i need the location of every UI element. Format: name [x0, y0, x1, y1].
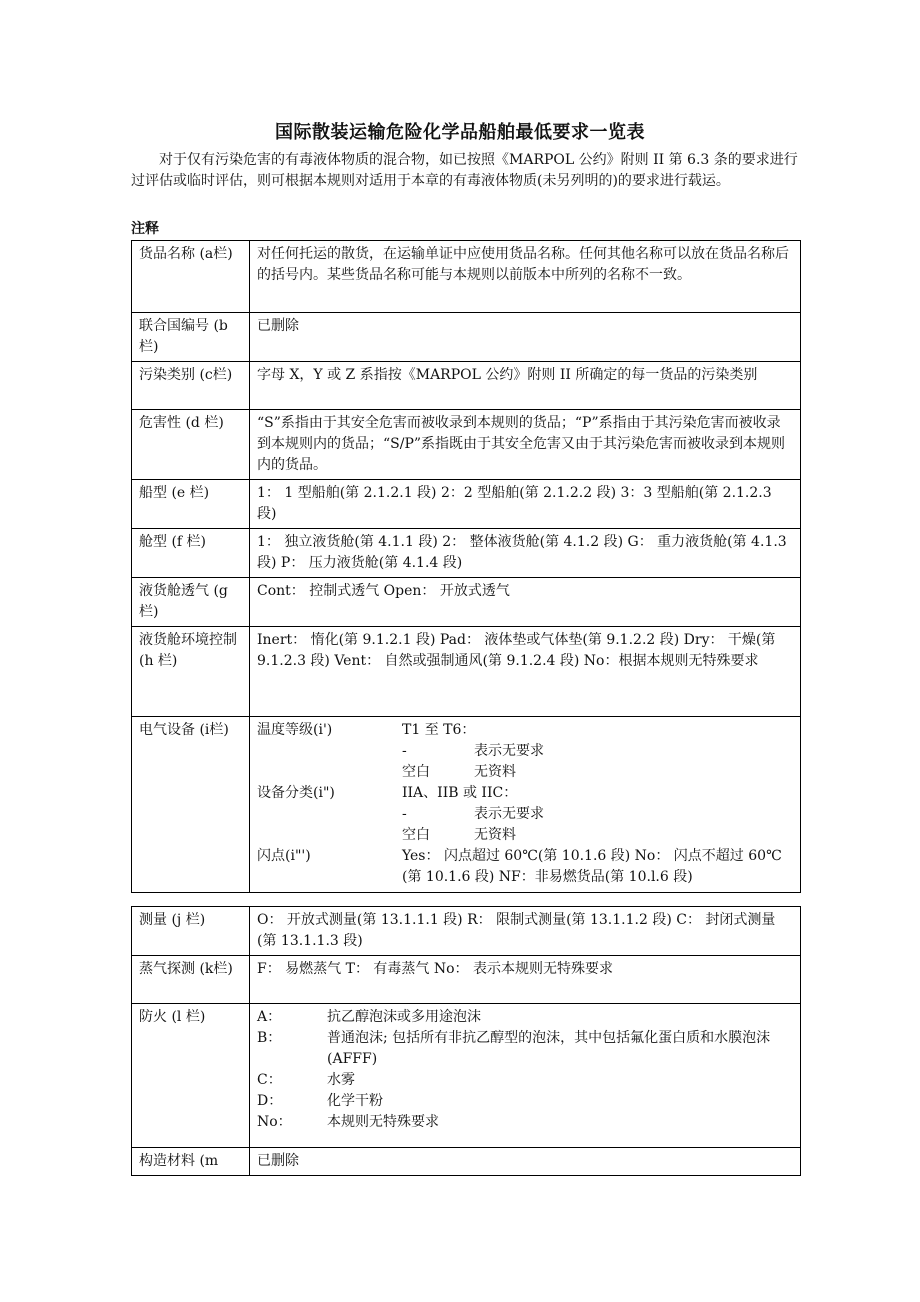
row-text: 1： 1 型船舶(第 2.1.2.1 段) 2：2 型船舶(第 2.1.2.2 段) 3：3 型船舶(第 2.1.2.3 段): [250, 480, 801, 529]
blank-key: 空白: [402, 764, 430, 780]
fire-key: C：: [257, 1072, 282, 1088]
fire-val: 水雾: [327, 1072, 355, 1088]
table-row: [132, 956, 801, 1004]
table-row: [132, 313, 801, 362]
spacer: [257, 741, 402, 762]
fire-item: [257, 1028, 793, 1070]
table-row: [132, 578, 801, 627]
fire-item: [257, 1070, 793, 1091]
notes-table-2: [131, 906, 801, 1176]
notes-table-1: [131, 240, 801, 893]
row-text: Cont： 控制式透气 Open： 开放式透气: [250, 578, 801, 627]
row-label: 液货舱透气 (g 栏): [132, 578, 250, 627]
fire-val: 普通泡沫; 包括所有非抗乙醇型的泡沫，其中包括氟化蛋白质和水膜泡沫(AFFF): [327, 1030, 771, 1067]
group-blank-row: [257, 825, 793, 846]
blank-text: 无资料: [474, 827, 516, 843]
fire-val: 化学干粉: [327, 1093, 383, 1109]
row-text: O： 开放式测量(第 13.1.1.1 段) R： 限制式测量(第 13.1.1.2 段) C： 封闭式测量(第 13.1.1.3 段): [250, 907, 801, 956]
row-text: 已删除: [250, 1148, 801, 1176]
row-text: 已删除: [250, 313, 801, 362]
dash-text: 表示无要求: [474, 806, 544, 822]
group-row: [257, 783, 793, 804]
temp-class-row: [257, 720, 793, 741]
dash-key: -: [402, 806, 407, 822]
spacer: [257, 762, 402, 783]
temp-class-label: 温度等级(i'): [257, 722, 333, 738]
table-row: [132, 410, 801, 480]
row-text: Inert： 惰化(第 9.1.2.1 段) Pad： 液体垫或气体垫(第 9.1.2.2 段) Dry： 干燥(第 9.1.2.3 段) Vent： 自然或强制通风(第 9.1.2.4 段) No：根据本规则无特殊要求: [250, 627, 801, 717]
flash-row: [257, 846, 793, 888]
fire-item: [257, 1091, 793, 1112]
blank-text: 无资料: [474, 764, 516, 780]
row-label: 舱型 (f 栏): [132, 529, 250, 578]
intro-paragraph: 对于仅有污染危害的有毒液体物质的混合物，如已按照《MARPOL 公约》附则 II 第 6.3 条的要求进行过评估或临时评估，则可根据本规则对适用于本章的有毒液体物质(未另列明的)的要求进行载运。: [131, 152, 798, 189]
notes-heading: 注释: [131, 221, 159, 237]
table-row-fire: [132, 1004, 801, 1148]
fire-item: [257, 1112, 793, 1133]
table-row: [132, 241, 801, 313]
fire-item: [257, 1007, 793, 1028]
row-text: “S”系指由于其安全危害而被收录到本规则的货品；“P”系指由于其污染危害而被收录到本规则内的货品；“S/P”系指既由于其安全危害又由于其污染危害而被收录到本规则内的货品。: [250, 410, 801, 480]
fire-val: 抗乙醇泡沫或多用途泡沫: [327, 1009, 481, 1025]
row-text: 字母 X，Y 或 Z 系指按《MARPOL 公约》附则 II 所确定的每一货品的污染类别: [250, 362, 801, 410]
row-label: 构造材料 (m: [132, 1148, 250, 1176]
fire-val: 本规则无特殊要求: [327, 1114, 439, 1130]
row-label: 货品名称 (a栏): [132, 241, 250, 313]
row-text: 对任何托运的散货，在运输单证中应使用货品名称。任何其他名称可以放在货品名称后的括号内。某些货品名称可能与本规则以前版本中所列的名称不一致。: [250, 241, 801, 313]
fire-details: [250, 1004, 801, 1148]
group-dash-row: [257, 804, 793, 825]
fire-key: A：: [257, 1009, 282, 1025]
table-row-electrical: [132, 717, 801, 893]
row-label: 污染类别 (c栏): [132, 362, 250, 410]
dash-text: 表示无要求: [474, 743, 544, 759]
spacer: [257, 804, 402, 825]
row-label: 联合国编号 (b栏): [132, 313, 250, 362]
table-row: [132, 907, 801, 956]
table-row: [132, 529, 801, 578]
document-title: 国际散装运输危险化学品船舶最低要求一览表: [275, 122, 645, 143]
blank-key: 空白: [402, 827, 430, 843]
spacer: [257, 825, 402, 846]
row-label: 船型 (e 栏): [132, 480, 250, 529]
temp-class-head: T1 至 T6：: [402, 722, 476, 738]
row-label: 电气设备 (i栏): [132, 717, 250, 893]
table-row: [132, 480, 801, 529]
row-label: 防火 (l 栏): [132, 1004, 250, 1148]
row-label: 测量 (j 栏): [132, 907, 250, 956]
fire-key: No：: [257, 1114, 292, 1130]
table-row: [132, 627, 801, 717]
group-head: IIA、IIB 或 IIC：: [402, 785, 518, 801]
fire-key: B：: [257, 1030, 282, 1046]
table-row: [132, 362, 801, 410]
dash-key: -: [402, 743, 407, 759]
row-label: 液货舱环境控制 (h 栏): [132, 627, 250, 717]
flash-label: 闪点(i"'): [257, 848, 311, 864]
table-row: [132, 1148, 801, 1176]
row-label: 蒸气探测 (k栏): [132, 956, 250, 1004]
row-label: 危害性 (d 栏): [132, 410, 250, 480]
row-text: F： 易燃蒸气 T： 有毒蒸气 No： 表示本规则无特殊要求: [250, 956, 801, 1004]
temp-blank-row: [257, 762, 793, 783]
flash-text: Yes： 闪点超过 60℃(第 10.1.6 段) No： 闪点不超过 60℃(第 10.1.6 段) NF：非易燃货品(第 10.l.6 段): [402, 848, 782, 885]
fire-key: D：: [257, 1093, 283, 1109]
electrical-details: [250, 717, 801, 893]
temp-dash-row: [257, 741, 793, 762]
row-text: 1： 独立液货舱(第 4.1.1 段) 2： 整体液货舱(第 4.1.2 段) G： 重力液货舱(第 4.1.3 段) P： 压力液货舱(第 4.1.4 段): [250, 529, 801, 578]
group-label: 设备分类(i"): [257, 785, 335, 801]
